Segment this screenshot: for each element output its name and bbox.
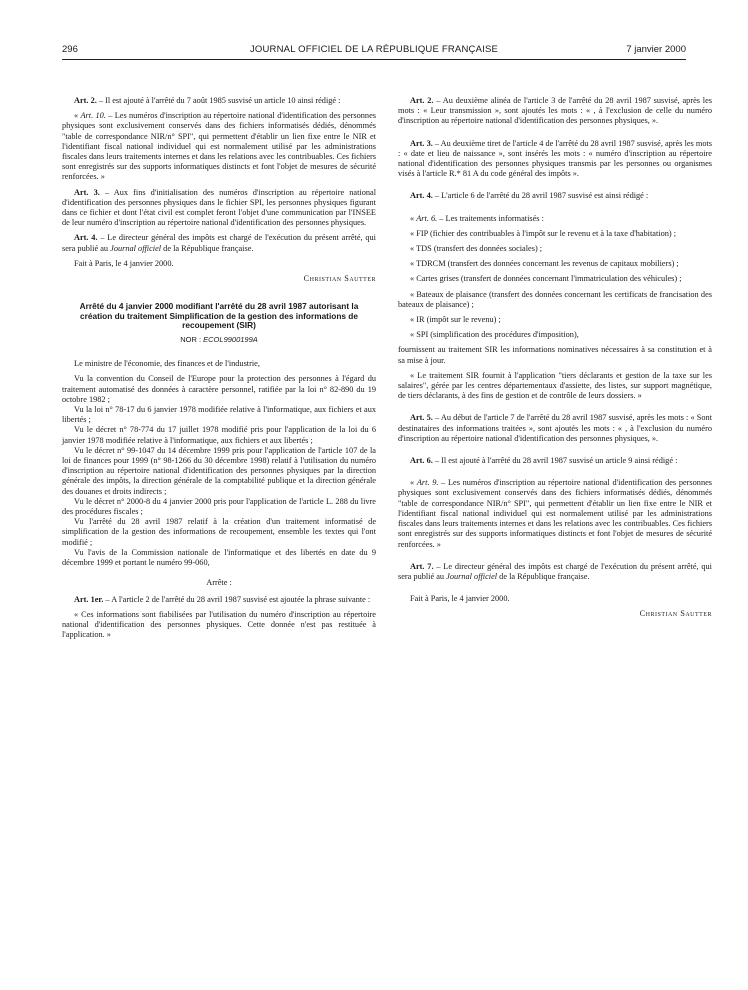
list-item: « TDRCM (transfert des données concernant les revenus de capitaux mobiliers) ; [410,259,679,269]
article-2-first-decree: Art. 2. – Il est ajouté à l'arrêté du 7 août 1985 susvisé un article 10 ainsi rédigé : [74,96,341,105]
list-item: « Bateaux de plaisance (transfert des données concernant les certificats de francisation des bateaux de plaisance) ; [398,289,712,309]
article-6-second-decree: Art. 6. – Il est ajouté à l'arrêté du 28 avril 1987 susvisé un article 9 ainsi rédigé : [410,456,678,466]
article-3-first-decree: Art. 3. – Aux fins d'initialisation des numéros d'inscription au répertoire national d'identification des personnes physiques dans le fichier SPI, les personnes physiques figurant dans ce fichier et dont l'état civil est complet feront l'objet d'une communication par l'INSEE de leur numéro d'inscription au répertoire national d'identification des personnes physiques. [62,187,376,228]
header-rule [62,59,686,60]
visa-item: Vu la convention du Conseil de l'Europe pour la protection des personnes à l'égard du traitement automatisé des données à caractère personnel, ratifiée par la loi n° 82-890 du 19 octobre 1982 ; [62,374,376,404]
article-9-text: « Art. 9. – Les numéros d'inscription au répertoire national d'identification des personnes physiques sont exclusivement conservés dans des fichiers informatisés dédiés, dénommés "table de correspondance NIR/n° SPI", qui permettent d'établir un lien fixe entre le NIR et l'identifiant fiscal national individuel qui est normalement utilisé par les administrations fiscales dans leurs traitements internes et dans les relations avec les contribuables. Ces fichiers sont enregistrés sur des supports informatiques distincts et font l'objet de mesures de sécurité renforcées. » [398,478,712,549]
nor-reference: NOR : ECOL9900199A [180,335,258,345]
visa-item: Vu l'avis de la Commission nationale de l'informatique et des libertés en date du 9 décembre 1999 et portant le numéro 99-060, [62,547,376,568]
list-item: « TDS (transfert des données sociales) ; [410,244,543,254]
fait-a-paris: Fait à Paris, le 4 janvier 2000. [74,258,174,268]
article-3-second-decree: Art. 3. – Au deuxième tiret de l'article 4 de l'arrêté du 28 avril 1987 susvisé, après les mots : « date et lieu de naissance », sont insérés les mots : « numéro d'inscription au répertoire national d'identification des personnes physiques transmis par les personnes ou organismes visés à l'article R.* 81 A du code général des impôts ». [398,138,713,179]
visa-item: Vu la loi n° 78-17 du 6 janvier 1978 modifiée relative à l'informatique, aux fichiers et aux libertés ; [62,405,376,425]
article-4-first-decree: Art. 4. – Le directeur général des impôts est chargé de l'exécution du présent arrêté, qui sera publié au Journal officiel de la République française. [62,233,376,253]
journal-title: JOURNAL OFFICIEL DE LA RÉPUBLIQUE FRANÇAISE [249,44,499,55]
list-item: « FIP (fichier des contribuables à l'impôt sur le revenu et à la taxe d'habitation) ; [410,228,677,238]
fournissent-text: fournissent au traitement SIR les informations nominatives nécessaires à sa constitution et à sa mise à jour. [398,345,712,365]
article-1-second-decree: Art. 1er. – A l'article 2 de l'arrêté du 28 avril 1987 susvisé est ajoutée la phrase suivante : [74,594,371,604]
signature: Christian Sautter [303,274,376,284]
left-column [62,96,376,645]
list-item: « IR (impôt sur le revenu) ; [410,315,501,325]
signature: Christian Sautter [639,609,712,619]
visa-item: Vu l'arrêté du 28 avril 1987 relatif à la création d'un traitement informatisé de simplification de la gestion des informations de recoupement, ensemble les textes qui l'ont modifié ; [62,517,376,547]
article-4-second-decree: Art. 4. – L'article 6 de l'arrêté du 28 avril 1987 susvisé est ainsi rédigé : [410,191,649,201]
arrete-heading: Arrête : [206,578,232,588]
article-7-second-decree: Art. 7. – Le directeur général des impôts est chargé de l'exécution du présent arrêté, qui sera publié au Journal officiel de la République française. [398,561,712,581]
visa-item: Vu le décret n° 99-1047 du 14 décembre 1999 pris pour l'application de l'article 107 de la loi de finances pour 1999 (n° 98-1266 du 30 décembre 1998) relatif à l'utilisation du numéro d'inscription au répertoire national d'identification des personnes physiques par la direction générale des impôts, la direction générale de la comptabilité publique et la direction générale des douanes et droits indirects ; [62,445,376,496]
article-10-text: « Art. 10. – Les numéros d'inscription au répertoire national d'identification des personnes physiques sont exclusivement conservés dans des fichiers informatisés dédiés, dénommés "table de correspondance NIR/n° SPI", qui permettent d'établir un lien fixe entre le NIR et l'identifiant fiscal national individuel qui est normalement utilisé par les administrations fiscales dans leurs traitements internes et dans les relations avec les contribuables. Ces fichiers sont enregistrés sur des supports informatiques distincts et font l'objet de mesures de sécurité renforcées. » [62,111,376,182]
issue-date: 7 janvier 2000 [626,44,686,55]
visa-item: Vu le décret n° 78-774 du 17 juillet 1978 modifié pris pour l'application de la loi du 6 janvier 1978 modifiée relative à l'informatique, aux fichiers et aux libertés ; [62,425,376,445]
article-6-text: « Art. 6. – Les traitements informatisés : [410,213,544,223]
right-column [398,96,712,638]
sir-text: « Le traitement SIR fournit à l'application "tiers déclarants et gestion de la taxe sur les salaires", gérée par les centres départementaux d'assiette, des listes, sur support magnétique, de tiers déclarants, à des fins de gestion et de contrôle de leurs dossiers. » [398,370,712,401]
decree-title: Arrêté du 4 janvier 2000 modifiant l'arrêté du 28 avril 1987 autorisant la création du traitement Simplification de la gestion des informations de recoupement (SIR) [79,301,359,331]
visa-item: Vu le décret n° 2000-8 du 4 janvier 2000 pris pour l'application de l'article L. 288 du livre des procédures fiscales ; [62,496,376,517]
article-5-second-decree: Art. 5. – Au début de l'article 7 de l'arrêté du 28 avril 1987 susvisé, après les mots : « Sont destinataires des informations traitées », sont ajoutés les mots : « , à l'exclusion du numéro d'inscription au répertoire national d'identification des personnes physiques, ». [398,413,712,443]
list-item: « Cartes grises (transfert de données concernant l'immatriculation des véhicules) ; [410,274,682,284]
fait-a-paris: Fait à Paris, le 4 janvier 2000. [410,594,510,604]
visa-minister: Le ministre de l'économie, des finances et de l'industrie, [74,359,260,369]
article-2-second-decree: Art. 2. – Au deuxième alinéa de l'article 3 de l'arrêté du 28 avril 1987 susvisé, après les mots : « Leur transmission », sont ajoutés les mots : « , à l'exclusion de celle du numéro d'inscription au répertoire national d'identification des personnes physiques, ». [398,96,712,126]
article-1-quote: « Ces informations sont fiabilisées par l'utilisation du numéro d'inscription au répertoire national d'identification des personnes physiques. Cette donnée n'est pas restituée à l'application. » [62,609,376,640]
list-item: « SPI (simplification des procédures d'imposition), [410,330,579,340]
page-header [62,44,686,58]
page-number: 296 [62,44,78,55]
